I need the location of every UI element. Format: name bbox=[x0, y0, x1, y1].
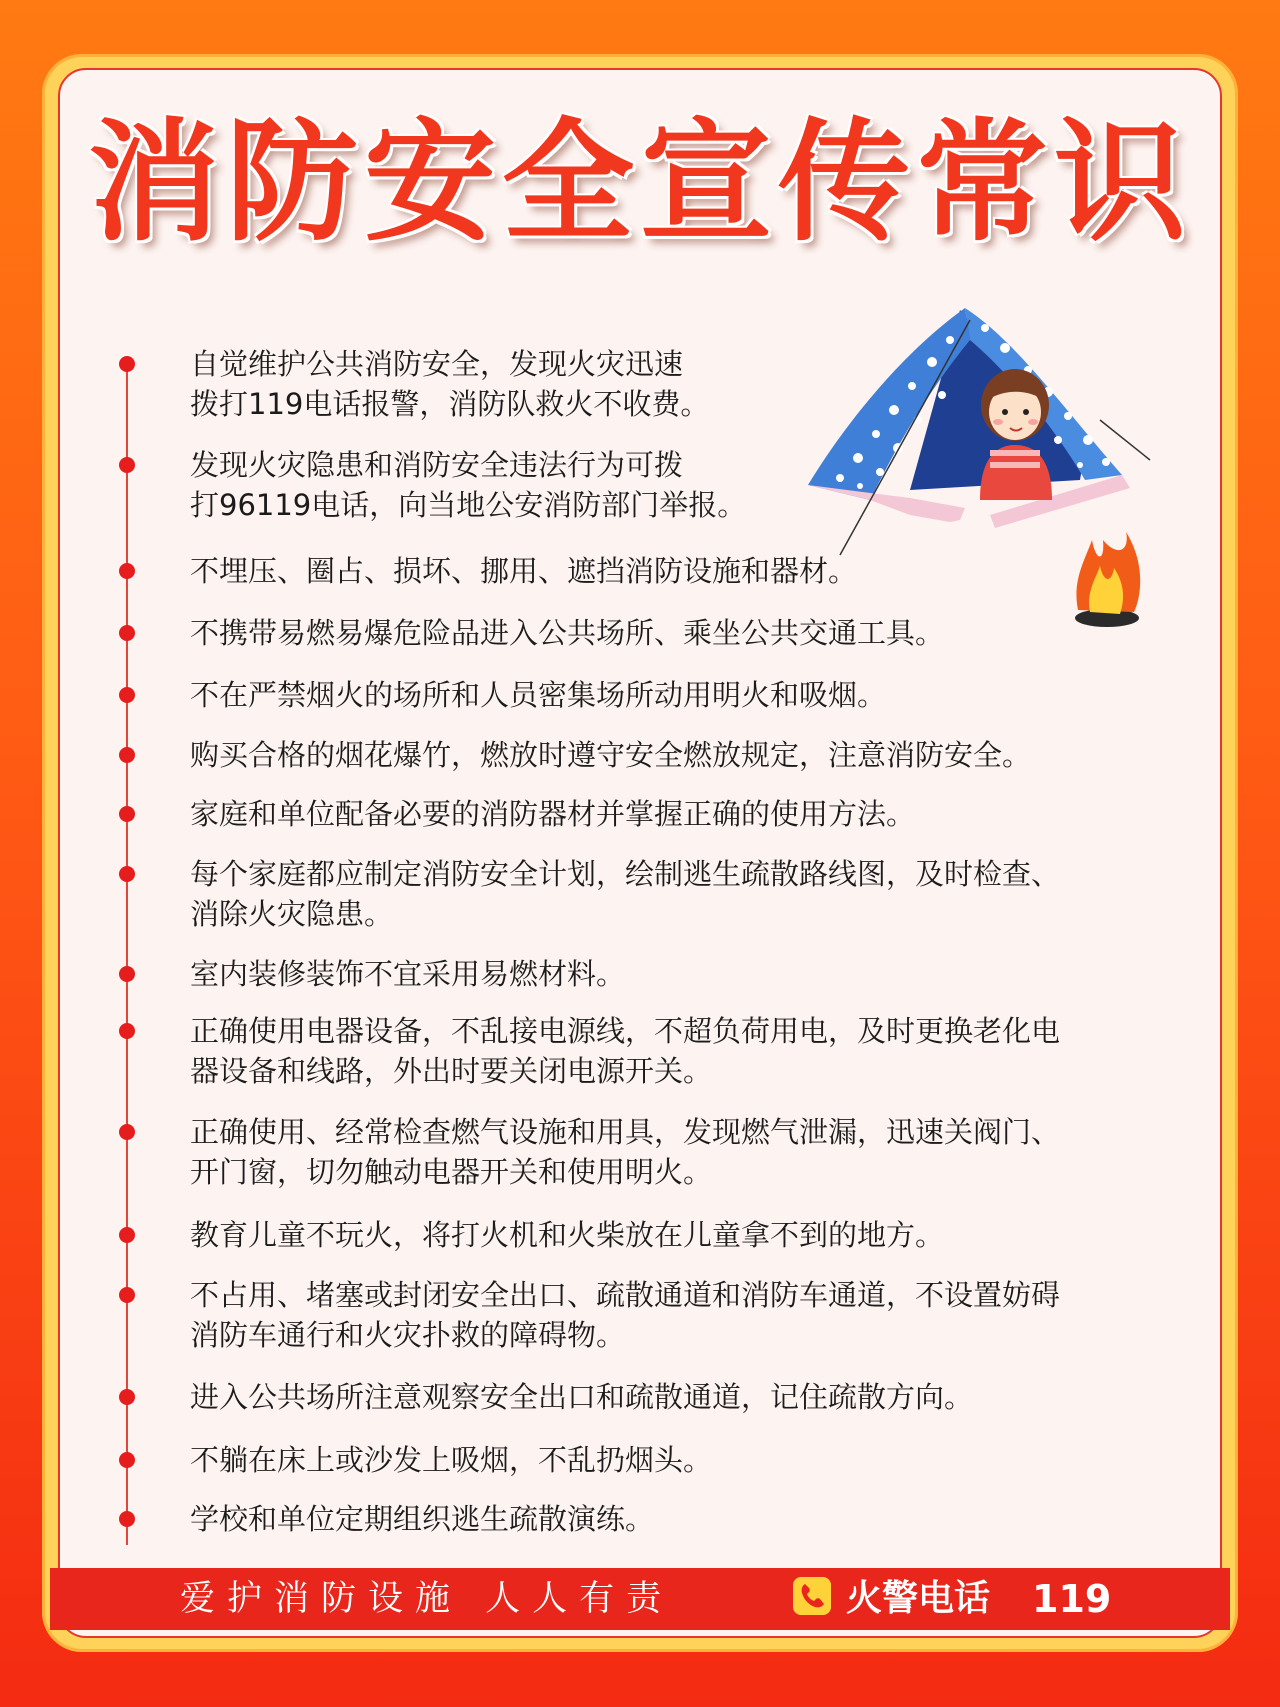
fire-alarm-phone-label: 火警电话 bbox=[846, 1578, 991, 1619]
safety-tip: 学校和单位定期组织逃生疏散演练。 bbox=[190, 1502, 655, 1536]
bullet-dot bbox=[119, 563, 135, 579]
bullet-dot bbox=[119, 687, 135, 703]
phone-icon bbox=[793, 1577, 831, 1615]
safety-tip: 进入公共场所注意观察安全出口和疏散通道，记住疏散方向。 bbox=[190, 1380, 974, 1414]
safety-tip: 每个家庭都应制定消防安全计划，绘制逃生疏散路线图，及时检查、 消除火灾隐患。 bbox=[190, 857, 1061, 931]
safety-tip: 不占用、堵塞或封闭安全出口、疏散通道和消防车通道，不设置妨碍 消防车通行和火灾扑救的障碍物。 bbox=[190, 1278, 1061, 1352]
bullet-dot bbox=[119, 1023, 135, 1039]
bullet-dot bbox=[119, 457, 135, 473]
safety-tip: 家庭和单位配备必要的消防器材并掌握正确的使用方法。 bbox=[190, 797, 916, 831]
bullet-dot bbox=[119, 966, 135, 982]
bullet-dot bbox=[119, 625, 135, 641]
bullet-dot bbox=[119, 1227, 135, 1243]
safety-tip: 正确使用、经常检查燃气设施和用具，发现燃气泄漏，迅速关阀门、 开门窗，切勿触动电器开关和使用明火。 bbox=[190, 1115, 1061, 1189]
bullet-dot bbox=[119, 866, 135, 882]
safety-tip: 正确使用电器设备，不乱接电源线，不超负荷用电，及时更换老化电 器设备和线路，外出时要关闭电源开关。 bbox=[190, 1014, 1061, 1088]
poster-title: 消防安全宣传常识 bbox=[88, 106, 1192, 260]
safety-tip: 发现火灾隐患和消防安全违法行为可拨 打96119电话，向当地公安消防部门举报。 bbox=[190, 448, 747, 522]
safety-tip: 教育儿童不玩火，将打火机和火柴放在儿童拿不到的地方。 bbox=[190, 1218, 945, 1252]
bullet-dot bbox=[119, 1389, 135, 1405]
bullet-dot bbox=[119, 1287, 135, 1303]
safety-tip: 自觉维护公共消防安全，发现火灾迅速 拨打119电话报警，消防队救火不收费。 bbox=[190, 347, 710, 421]
fire-alarm-phone-number: 119 bbox=[1032, 1577, 1112, 1621]
bullet-dot bbox=[119, 1124, 135, 1140]
safety-tip: 不躺在床上或沙发上吸烟，不乱扔烟头。 bbox=[190, 1443, 713, 1477]
bullet-dot bbox=[119, 1452, 135, 1468]
footer-slogan: 爱护消防设施 人人有责 bbox=[180, 1579, 674, 1619]
bullet-dot bbox=[119, 806, 135, 822]
safety-tip: 购买合格的烟花爆竹，燃放时遵守安全燃放规定，注意消防安全。 bbox=[190, 738, 1032, 772]
safety-tip: 不埋压、圈占、损坏、挪用、遮挡消防设施和器材。 bbox=[190, 554, 858, 588]
safety-tip: 不在严禁烟火的场所和人员密集场所动用明火和吸烟。 bbox=[190, 678, 887, 712]
timeline-line bbox=[126, 360, 128, 1545]
safety-tip: 室内装修装饰不宜采用易燃材料。 bbox=[190, 957, 626, 991]
bullet-dot bbox=[119, 747, 135, 763]
bullet-dot bbox=[119, 356, 135, 372]
bullet-dot bbox=[119, 1511, 135, 1527]
safety-tip: 不携带易燃易爆危险品进入公共场所、乘坐公共交通工具。 bbox=[190, 616, 945, 650]
